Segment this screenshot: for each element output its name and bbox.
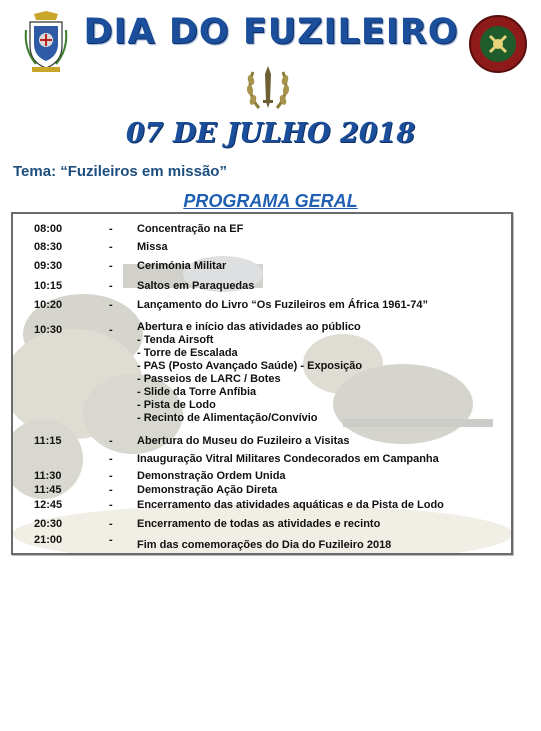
schedule-time: 10:15 [34, 280, 63, 292]
schedule-time: 08:30 [34, 241, 63, 253]
left-crest-icon [22, 10, 70, 74]
theme-text: Tema: “Fuzileiros em missão” [13, 163, 227, 180]
schedule-time: 08:00 [34, 223, 63, 235]
program-heading: PROGRAMA GERAL [183, 191, 358, 211]
schedule-description: Concentração na EF [137, 223, 244, 235]
schedule-time: 11:30 [34, 470, 62, 482]
schedule-time: 09:30 [34, 260, 63, 272]
schedule-description: Encerramento de todas as atividades e recinto [137, 518, 381, 530]
schedule-description: Demonstração Ação Direta [137, 484, 278, 496]
schedule-dash: - [109, 534, 113, 546]
schedule-dash: - [109, 223, 113, 235]
page-title: DIA DO FUZILEIRO [83, 12, 459, 52]
schedule-description: Abertura do Museu do Fuzileiro a Visitas [137, 435, 350, 447]
schedule-description: Saltos em Paraquedas [137, 280, 255, 292]
schedule-dash: - [109, 324, 113, 336]
schedule-description: Missa [137, 241, 168, 253]
schedule-dash: - [109, 484, 113, 496]
activity-label: - PAS (Posto Avançado Saúde) - Exposição [137, 360, 363, 372]
activity-label: - Recinto de Alimentação/Convívio [137, 412, 318, 424]
event-date: 07 DE JULHO 2018 [125, 118, 416, 149]
schedule-description: Inauguração Vitral Militares Condecorados em Campanha [137, 453, 439, 465]
laurel-badge-icon [243, 62, 293, 116]
activity-label: - Passeios de LARC / Botes [137, 373, 281, 385]
schedule-description: Demonstração Ordem Unida [137, 470, 286, 482]
activity-label: - Pista de Lodo [137, 399, 216, 411]
right-emblem-icon [468, 14, 528, 74]
schedule-time: 10:20 [34, 299, 63, 311]
schedule-dash: - [109, 299, 113, 311]
schedule-dash: - [109, 470, 113, 482]
schedule-description: Cerimónia Militar [137, 260, 227, 272]
schedule-table [11, 212, 513, 555]
schedule-dash: - [109, 499, 113, 511]
schedule-time: 11:15 [34, 435, 62, 447]
schedule-dash: - [109, 280, 113, 292]
schedule-dash: - [109, 435, 113, 447]
schedule-dash: - [109, 260, 113, 272]
activity-label: - Torre de Escalada [137, 347, 238, 359]
schedule-description: Fim das comemorações do Dia do Fuzileiro 2018 [137, 539, 392, 551]
schedule-dash: - [109, 241, 113, 253]
activity-label: - Tenda Airsoft [137, 334, 214, 346]
schedule-time: 21:00 [34, 534, 63, 546]
schedule-dash: - [109, 453, 113, 465]
schedule-dash: - [109, 518, 113, 530]
schedule-time: 11:45 [34, 484, 62, 496]
activity-label: - Slide da Torre Anfíbia [137, 386, 257, 398]
schedule-description: Lançamento do Livro “Os Fuzileiros em África 1961-74” [137, 299, 428, 311]
schedule-time: 20:30 [34, 518, 63, 530]
schedule-time: 10:30 [34, 324, 63, 336]
schedule-time: 12:45 [34, 499, 63, 511]
schedule-description: Encerramento das atividades aquáticas e da Pista de Lodo [137, 499, 444, 511]
schedule-description: Abertura e início das atividades ao público [137, 321, 361, 333]
